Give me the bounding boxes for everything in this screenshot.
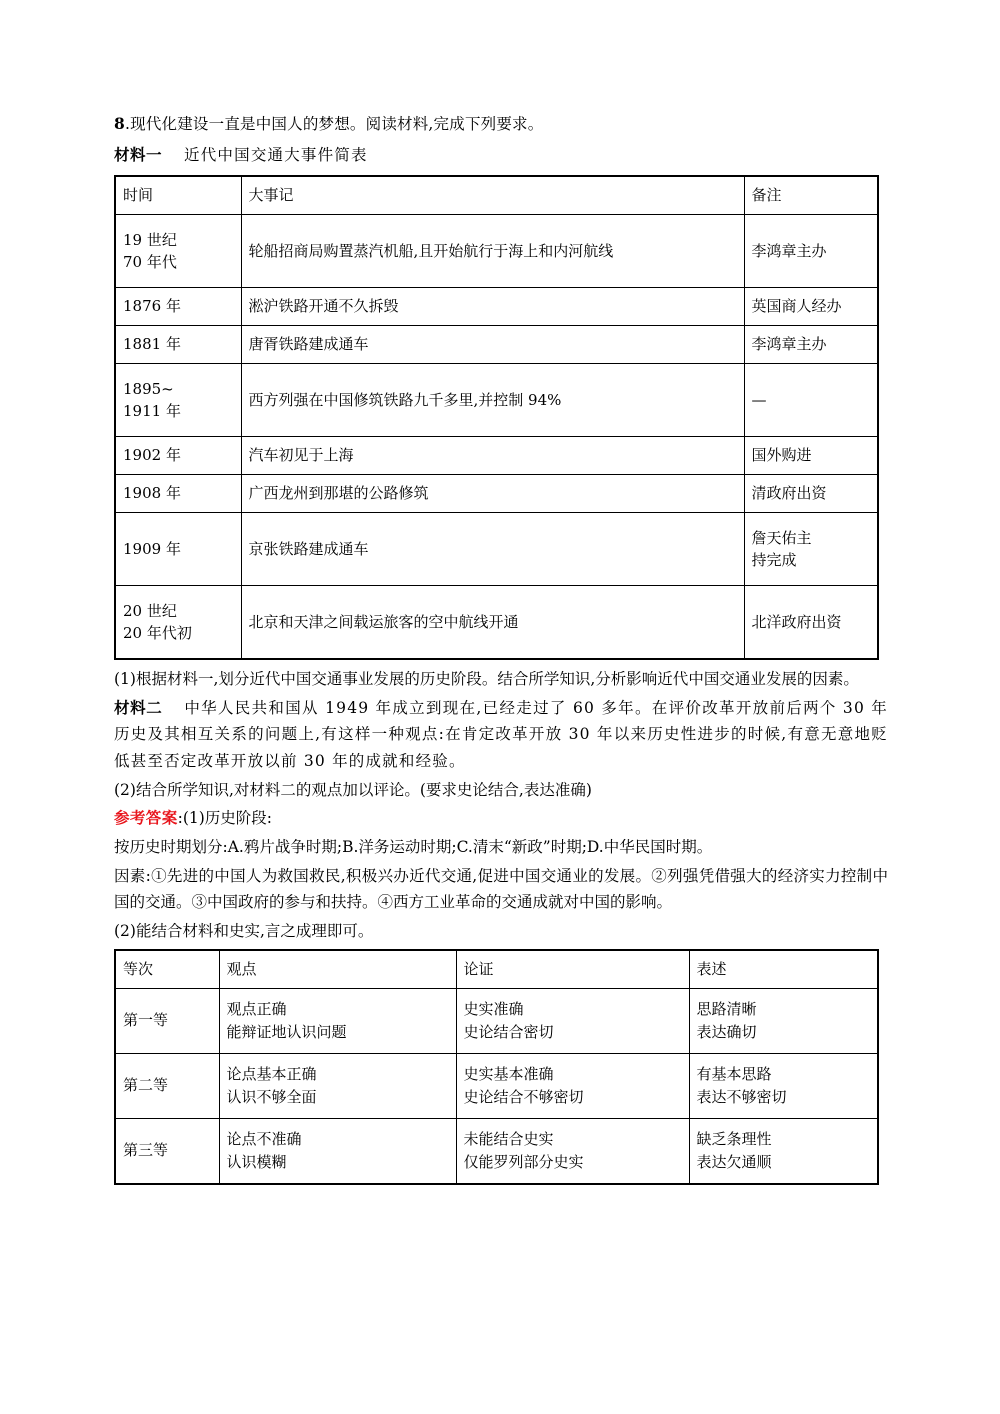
table-row (115, 1118, 878, 1184)
table2-cell-argument (456, 1053, 689, 1118)
note-line-2: 持完成 (751, 551, 797, 570)
table2-cell-expression (689, 1118, 878, 1184)
expression-line-1: 有基本思路 (696, 1065, 772, 1084)
answer-line-2: 按历史时期划分:A.鸦片战争时期;B.洋务运动时期;C.清末“新政”时期;D.中华民国时期。 (114, 837, 713, 856)
table2-cell-grade: 第三等 (115, 1118, 219, 1184)
table1-cell-note: 北洋政府出资 (744, 586, 878, 660)
expression-line-2: 表达不够密切 (696, 1087, 787, 1106)
table2-cell-expression (689, 1053, 878, 1118)
table2-cell-view (219, 1118, 456, 1184)
material-one-heading (114, 143, 888, 167)
view-line-2: 能辩证地认识问题 (226, 1022, 347, 1041)
table2-cell-grade: 第一等 (115, 988, 219, 1053)
expression-line-1: 缺乏条理性 (696, 1130, 772, 1149)
view-line-2: 认识不够全面 (226, 1087, 317, 1106)
table1-cell-time (115, 586, 241, 660)
table1-cell-time (115, 215, 241, 288)
material-one-label: 材料一 (114, 145, 163, 165)
table1-cell-event: 汽车初见于上海 (241, 437, 744, 475)
table2-header-expression: 表述 (689, 950, 878, 989)
table-row (115, 288, 878, 326)
table2-cell-argument (456, 1118, 689, 1184)
question-stem (114, 112, 888, 136)
time-line-1: 1895~ (123, 379, 174, 398)
material-one-title: 近代中国交通大事件简表 (184, 146, 368, 165)
time-line-2: 70 年代 (123, 253, 177, 272)
table-row (115, 437, 878, 475)
question-number: 8 (114, 114, 125, 133)
table2-header-view: 观点 (219, 950, 456, 989)
sub-question-1: (1)根据材料一,划分近代中国交通事业发展的历史阶段。结合所学知识,分析影响近代中国交通业发展的因素。 (114, 670, 859, 689)
sub-question-2: (2)结合所学知识,对材料二的观点加以评论。(要求史论结合,表达准确) (114, 780, 592, 799)
table2-cell-expression (689, 988, 878, 1053)
table1-cell-event: 京张铁路建成通车 (241, 513, 744, 586)
time-line-2: 20 年代初 (123, 624, 192, 643)
table-header-row (115, 176, 878, 215)
table2-cell-argument (456, 988, 689, 1053)
material-two-label: 材料二 (114, 697, 163, 717)
question-stem-text: .现代化建设一直是中国人的梦想。阅读材料,完成下列要求。 (125, 115, 544, 133)
expression-line-2: 表达欠通顺 (696, 1152, 772, 1171)
table1-cell-time: 1876 年 (115, 288, 241, 326)
table-row (115, 364, 878, 437)
table1-cell-note: 清政府出资 (744, 475, 878, 513)
table2-cell-grade: 第二等 (115, 1053, 219, 1118)
table1-cell-time: 1881 年 (115, 326, 241, 364)
note-line-1: 詹天佑主 (751, 528, 812, 547)
argument-line-1: 史实准确 (463, 1000, 524, 1019)
view-line-1: 论点不准确 (226, 1130, 302, 1149)
table2-cell-view (219, 988, 456, 1053)
material-two-block (114, 695, 888, 775)
argument-line-2: 史论结合密切 (463, 1022, 554, 1041)
view-line-1: 论点基本正确 (226, 1065, 317, 1084)
table-row (115, 586, 878, 660)
table2-header-argument: 论证 (456, 950, 689, 989)
table-row (115, 215, 878, 288)
table1-cell-time: 1902 年 (115, 437, 241, 475)
table1-cell-event: 淞沪铁路开通不久拆毁 (241, 288, 744, 326)
argument-line-1: 未能结合史实 (463, 1130, 554, 1149)
table-row (115, 1053, 878, 1118)
table2-cell-view (219, 1053, 456, 1118)
transport-events-table (114, 175, 879, 660)
answer-line-1: :(1)历史阶段: (177, 809, 273, 828)
table1-cell-event: 轮船招商局购置蒸汽机船,且开始航行于海上和内河航线 (241, 215, 744, 288)
table1-cell-time: 1909 年 (115, 513, 241, 586)
time-line-1: 20 世纪 (123, 601, 177, 620)
table1-header-note: 备注 (744, 176, 878, 215)
answer-line-3: 因素:①先进的中国人为救国救民,积极兴办近代交通,促进中国交通业的发展。②列强凭借强大的经济实力控制中国的交通。③中国政府的参与和扶持。④西方工业革命的交通成就对中国的影响。 (114, 866, 888, 912)
expression-line-2: 表达确切 (696, 1022, 757, 1041)
table1-cell-event: 广西龙州到那堪的公路修筑 (241, 475, 744, 513)
table1-cell-note: — (744, 364, 878, 437)
argument-line-1: 史实基本准确 (463, 1065, 554, 1084)
argument-line-2: 史论结合不够密切 (463, 1087, 584, 1106)
table-row (115, 326, 878, 364)
table2-header-grade: 等次 (115, 950, 219, 989)
grading-rubric-table (114, 949, 879, 1185)
table1-cell-event: 北京和天津之间载运旅客的空中航线开通 (241, 586, 744, 660)
view-line-2: 认识模糊 (226, 1152, 287, 1171)
answer-label: 参考答案 (114, 808, 178, 828)
table-row (115, 988, 878, 1053)
table-row (115, 513, 878, 586)
table1-cell-time: 1908 年 (115, 475, 241, 513)
table1-cell-event: 西方列强在中国修筑铁路九千多里,并控制 94% (241, 364, 744, 437)
time-line-1: 19 世纪 (123, 230, 177, 249)
expression-line-1: 思路清晰 (696, 1000, 757, 1019)
table1-cell-note: 国外购进 (744, 437, 878, 475)
time-line-2: 1911 年 (123, 402, 181, 421)
table1-cell-note: 李鸿章主办 (744, 215, 878, 288)
table1-header-time: 时间 (115, 176, 241, 215)
material-two-body: 中华人民共和国从 1949 年成立到现在,已经走过了 60 多年。在评价改革开放前后两个 30 年历史及其相互关系的问题上,有这样一种观点:在肯定改革开放 30 年以来历史性进步的时候,有意无意地贬低甚至否定改革开放以前 30 年的成就和经验。 (114, 698, 888, 770)
answer-heading (114, 805, 888, 832)
table1-header-event: 大事记 (241, 176, 744, 215)
table-row (115, 475, 878, 513)
table-header-row (115, 950, 878, 989)
table1-cell-event: 唐胥铁路建成通车 (241, 326, 744, 364)
table1-cell-note (744, 513, 878, 586)
view-line-1: 观点正确 (226, 1000, 287, 1019)
table1-cell-time (115, 364, 241, 437)
argument-line-2: 仅能罗列部分史实 (463, 1152, 584, 1171)
table1-cell-note: 英国商人经办 (744, 288, 878, 326)
table1-cell-note: 李鸿章主办 (744, 326, 878, 364)
answer-line-4: (2)能结合材料和史实,言之成理即可。 (114, 921, 374, 940)
